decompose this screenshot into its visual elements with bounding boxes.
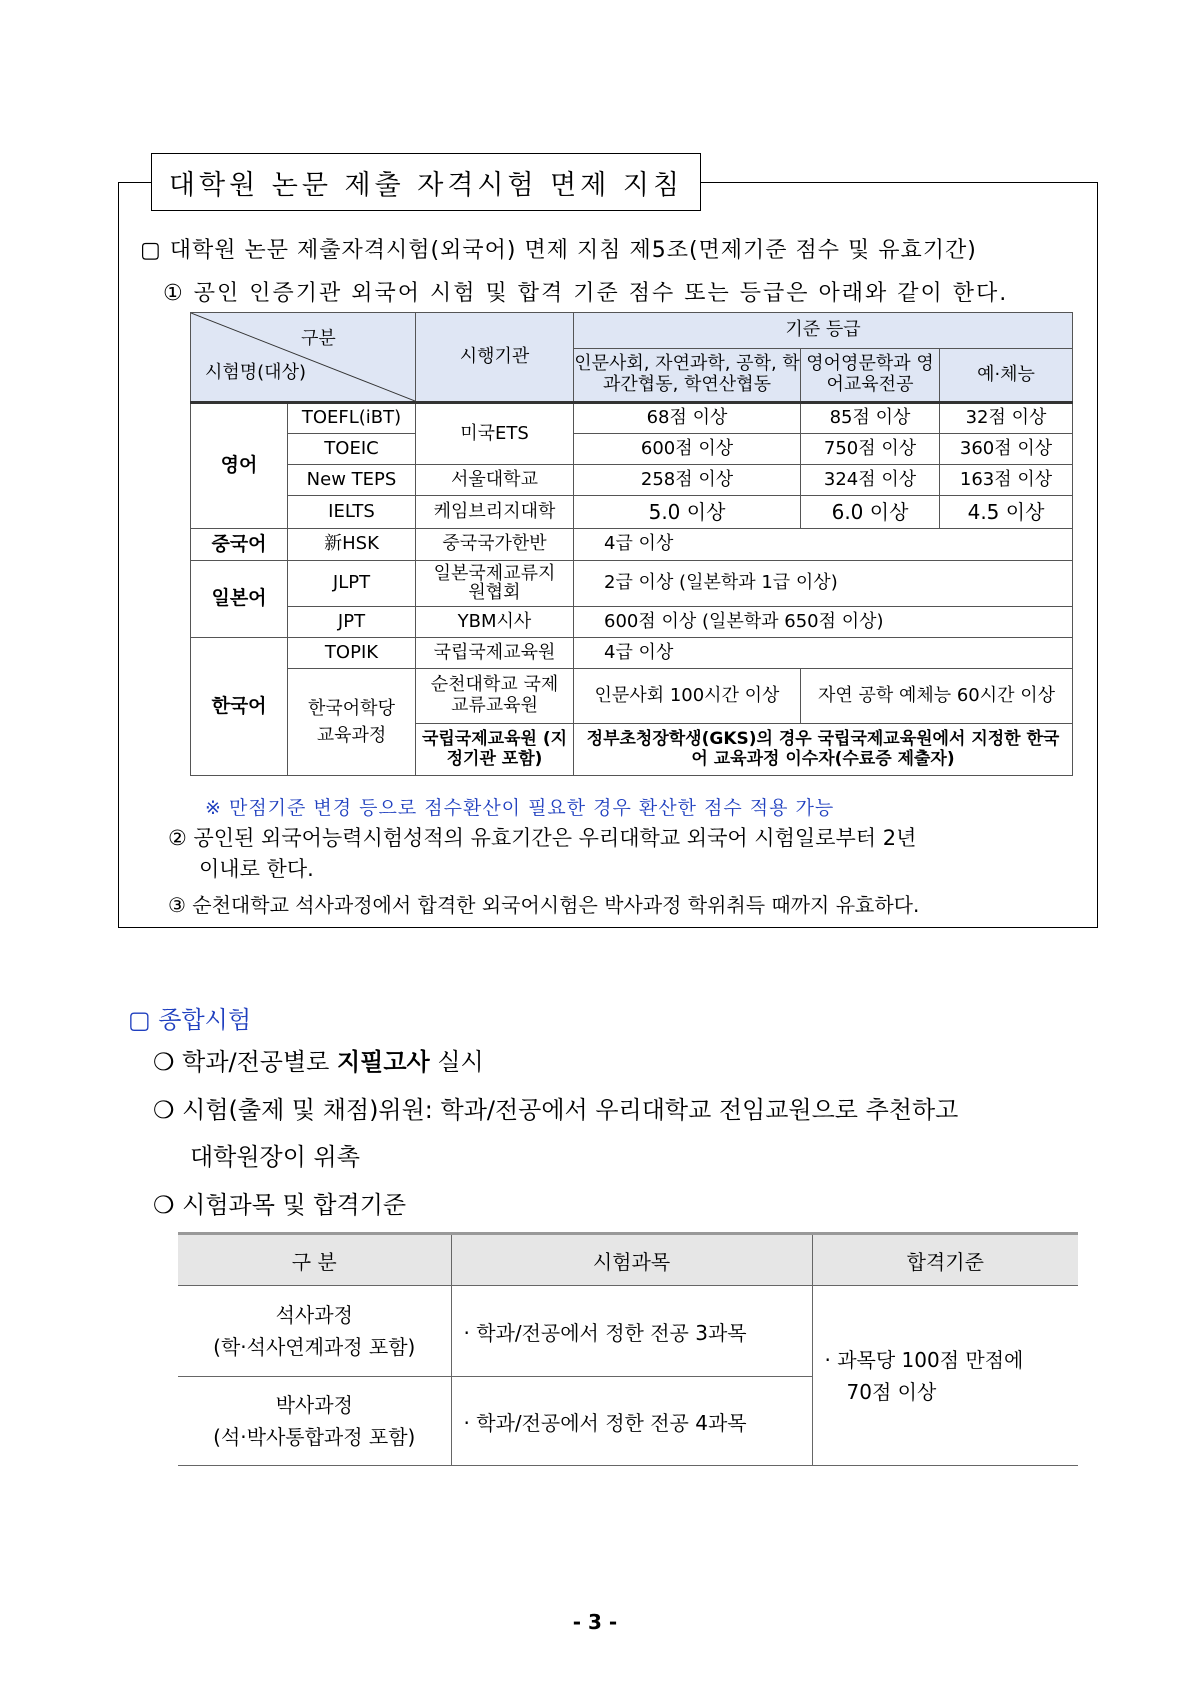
ce-masters-subject: · 학과/전공에서 정한 전공 3과목 [451, 1286, 812, 1377]
lang-japanese: 일본어 [191, 561, 288, 638]
bullet-2 [153, 1090, 958, 1125]
toefl-b: 85점 이상 [801, 403, 940, 434]
exam-teps: New TEPS [288, 465, 416, 496]
bullet-3 [153, 1185, 406, 1220]
ce-header-criteria: 합격기준 [812, 1234, 1078, 1286]
item-2-line-1: ② 공인된 외국어능력시험성적의 유효기간은 우리대학교 외국어 시험일로부터 2년 [168, 826, 917, 850]
ce-masters-line-2: (학·석사연계과정 포함) [213, 1335, 416, 1359]
institution-niied-designated: 국립국제교육원 (지정기관 포함) [416, 724, 574, 776]
institution-ets: 미국ETS [416, 403, 574, 465]
exam-toeic: TOEIC [288, 434, 416, 465]
gks-criteria: 정부초청장학생(GKS)의 경우 국립국제교육원에서 지정한 한국어 교육과정 이수자(수료증 제출자) [574, 724, 1073, 776]
header-institution: 시행기관 [416, 313, 574, 403]
exam-jpt: JPT [288, 607, 416, 638]
bullet-2-line-1: 시험(출제 및 채점)위원: 학과/전공에서 우리대학교 전임교원으로 추천하고 [182, 1096, 959, 1124]
lang-korean: 한국어 [191, 638, 288, 776]
teps-b: 324점 이상 [801, 465, 940, 496]
jpt-criteria: 600점 이상 (일본학과 650점 이상) [574, 607, 1073, 638]
ce-doctoral-line-2: (석·박사통합과정 포함) [213, 1425, 416, 1449]
item-2-line-2: 이내로 한다. [199, 857, 314, 881]
item-3: ③ 순천대학교 석사과정에서 합격한 외국어시험은 박사과정 학위취득 때까지 유효하다. [168, 893, 920, 917]
ce-doctoral [178, 1377, 451, 1466]
bullet-2-line-2: 대학원장이 위촉 [190, 1143, 360, 1171]
institution-jlpt: 일본국제교류지원협회 [416, 561, 574, 607]
header-diagonal-cell [191, 313, 416, 403]
header-col-b: 영어영문학과 영어교육전공 [801, 349, 940, 403]
exemption-table [190, 312, 1073, 776]
jlpt-criteria: 2급 이상 (일본학과 1급 이상) [574, 561, 1073, 607]
toeic-b: 750점 이상 [801, 434, 940, 465]
item-1: ① 공인 인증기관 외국어 시험 및 합격 기준 점수 또는 등급은 아래와 같이 한다. [163, 281, 1009, 306]
page-number: - 3 - [572, 1610, 618, 1634]
toeic-a: 600점 이상 [574, 434, 801, 465]
box-title: 대학원 논문 제출 자격시험 면제 지침 [151, 153, 701, 211]
exam-korean-course: 한국어학당 교육과정 [288, 669, 416, 776]
bullet-circle-icon: ❍ [153, 1096, 175, 1124]
course-criteria-b: 자연 공학 예체능 60시간 이상 [801, 669, 1073, 724]
guideline-heading: ▢ 대학원 논문 제출자격시험(외국어) 면제 지침 제5조(면제기준 점수 및 유효기간) [140, 238, 977, 263]
toefl-a: 68점 이상 [574, 403, 801, 434]
toefl-c: 32점 이상 [940, 403, 1073, 434]
hsk-criteria: 4급 이상 [574, 529, 1073, 561]
score-conversion-note: ※ 만점기준 변경 등으로 점수환산이 필요한 경우 환산한 점수 적용 가능 [205, 797, 835, 819]
ce-doctoral-line-1: 박사과정 [275, 1393, 353, 1417]
bullet-1-post: 실시 [429, 1048, 484, 1076]
institution-niied: 국립국제교육원 [416, 638, 574, 669]
lang-english: 영어 [191, 403, 288, 529]
lang-chinese: 중국어 [191, 529, 288, 561]
ielts-b: 6.0 이상 [801, 496, 940, 529]
header-exam-name: 시험명(대상) [205, 362, 306, 383]
bullet-1-pre: 학과/전공별로 [182, 1048, 337, 1076]
bullet-1 [153, 1042, 484, 1077]
course-criteria-a: 인문사회 100시간 이상 [574, 669, 801, 724]
institution-ybm: YBM시사 [416, 607, 574, 638]
institution-cambridge: 케임브리지대학 [416, 496, 574, 529]
institution-hanban: 중국국가한반 [416, 529, 574, 561]
ielts-c: 4.5 이상 [940, 496, 1073, 529]
header-criteria: 기준 등급 [574, 313, 1073, 349]
ce-masters [178, 1286, 451, 1377]
header-col-a: 인문사회, 자연과학, 공학, 학과간협동, 학연산협동 [574, 349, 801, 403]
teps-c: 163점 이상 [940, 465, 1073, 496]
header-col-c: 예·체능 [940, 349, 1073, 403]
bullet-1-bold: 지필고사 [336, 1048, 430, 1076]
ce-criteria-line-2: 70점 이상 [846, 1379, 937, 1404]
bullet-3-text: 시험과목 및 합격기준 [182, 1191, 407, 1219]
ce-criteria-line-1: · 과목당 100점 만점에 [824, 1347, 1024, 1372]
ce-criteria [812, 1286, 1078, 1466]
ce-header-division: 구 분 [178, 1234, 451, 1286]
comprehensive-exam-table [178, 1232, 1078, 1466]
header-division: 구분 [301, 328, 336, 349]
exam-topik: TOPIK [288, 638, 416, 669]
ce-masters-line-1: 석사과정 [275, 1303, 353, 1327]
bullet-circle-icon: ❍ [153, 1048, 175, 1076]
toeic-c: 360점 이상 [940, 434, 1073, 465]
comprehensive-exam-title: ▢ 종합시험 [128, 1006, 252, 1034]
institution-snu: 서울대학교 [416, 465, 574, 496]
topik-criteria: 4급 이상 [574, 638, 1073, 669]
teps-a: 258점 이상 [574, 465, 801, 496]
ielts-a: 5.0 이상 [574, 496, 801, 529]
bullet-circle-icon: ❍ [153, 1191, 175, 1219]
exam-toefl: TOEFL(iBT) [288, 403, 416, 434]
exam-hsk: 新HSK [288, 529, 416, 561]
ce-header-subject: 시험과목 [451, 1234, 812, 1286]
ce-doctoral-subject: · 학과/전공에서 정한 전공 4과목 [451, 1377, 812, 1466]
exam-ielts: IELTS [288, 496, 416, 529]
institution-scnu: 순천대학교 국제교류교육원 [416, 669, 574, 724]
exam-jlpt: JLPT [288, 561, 416, 607]
